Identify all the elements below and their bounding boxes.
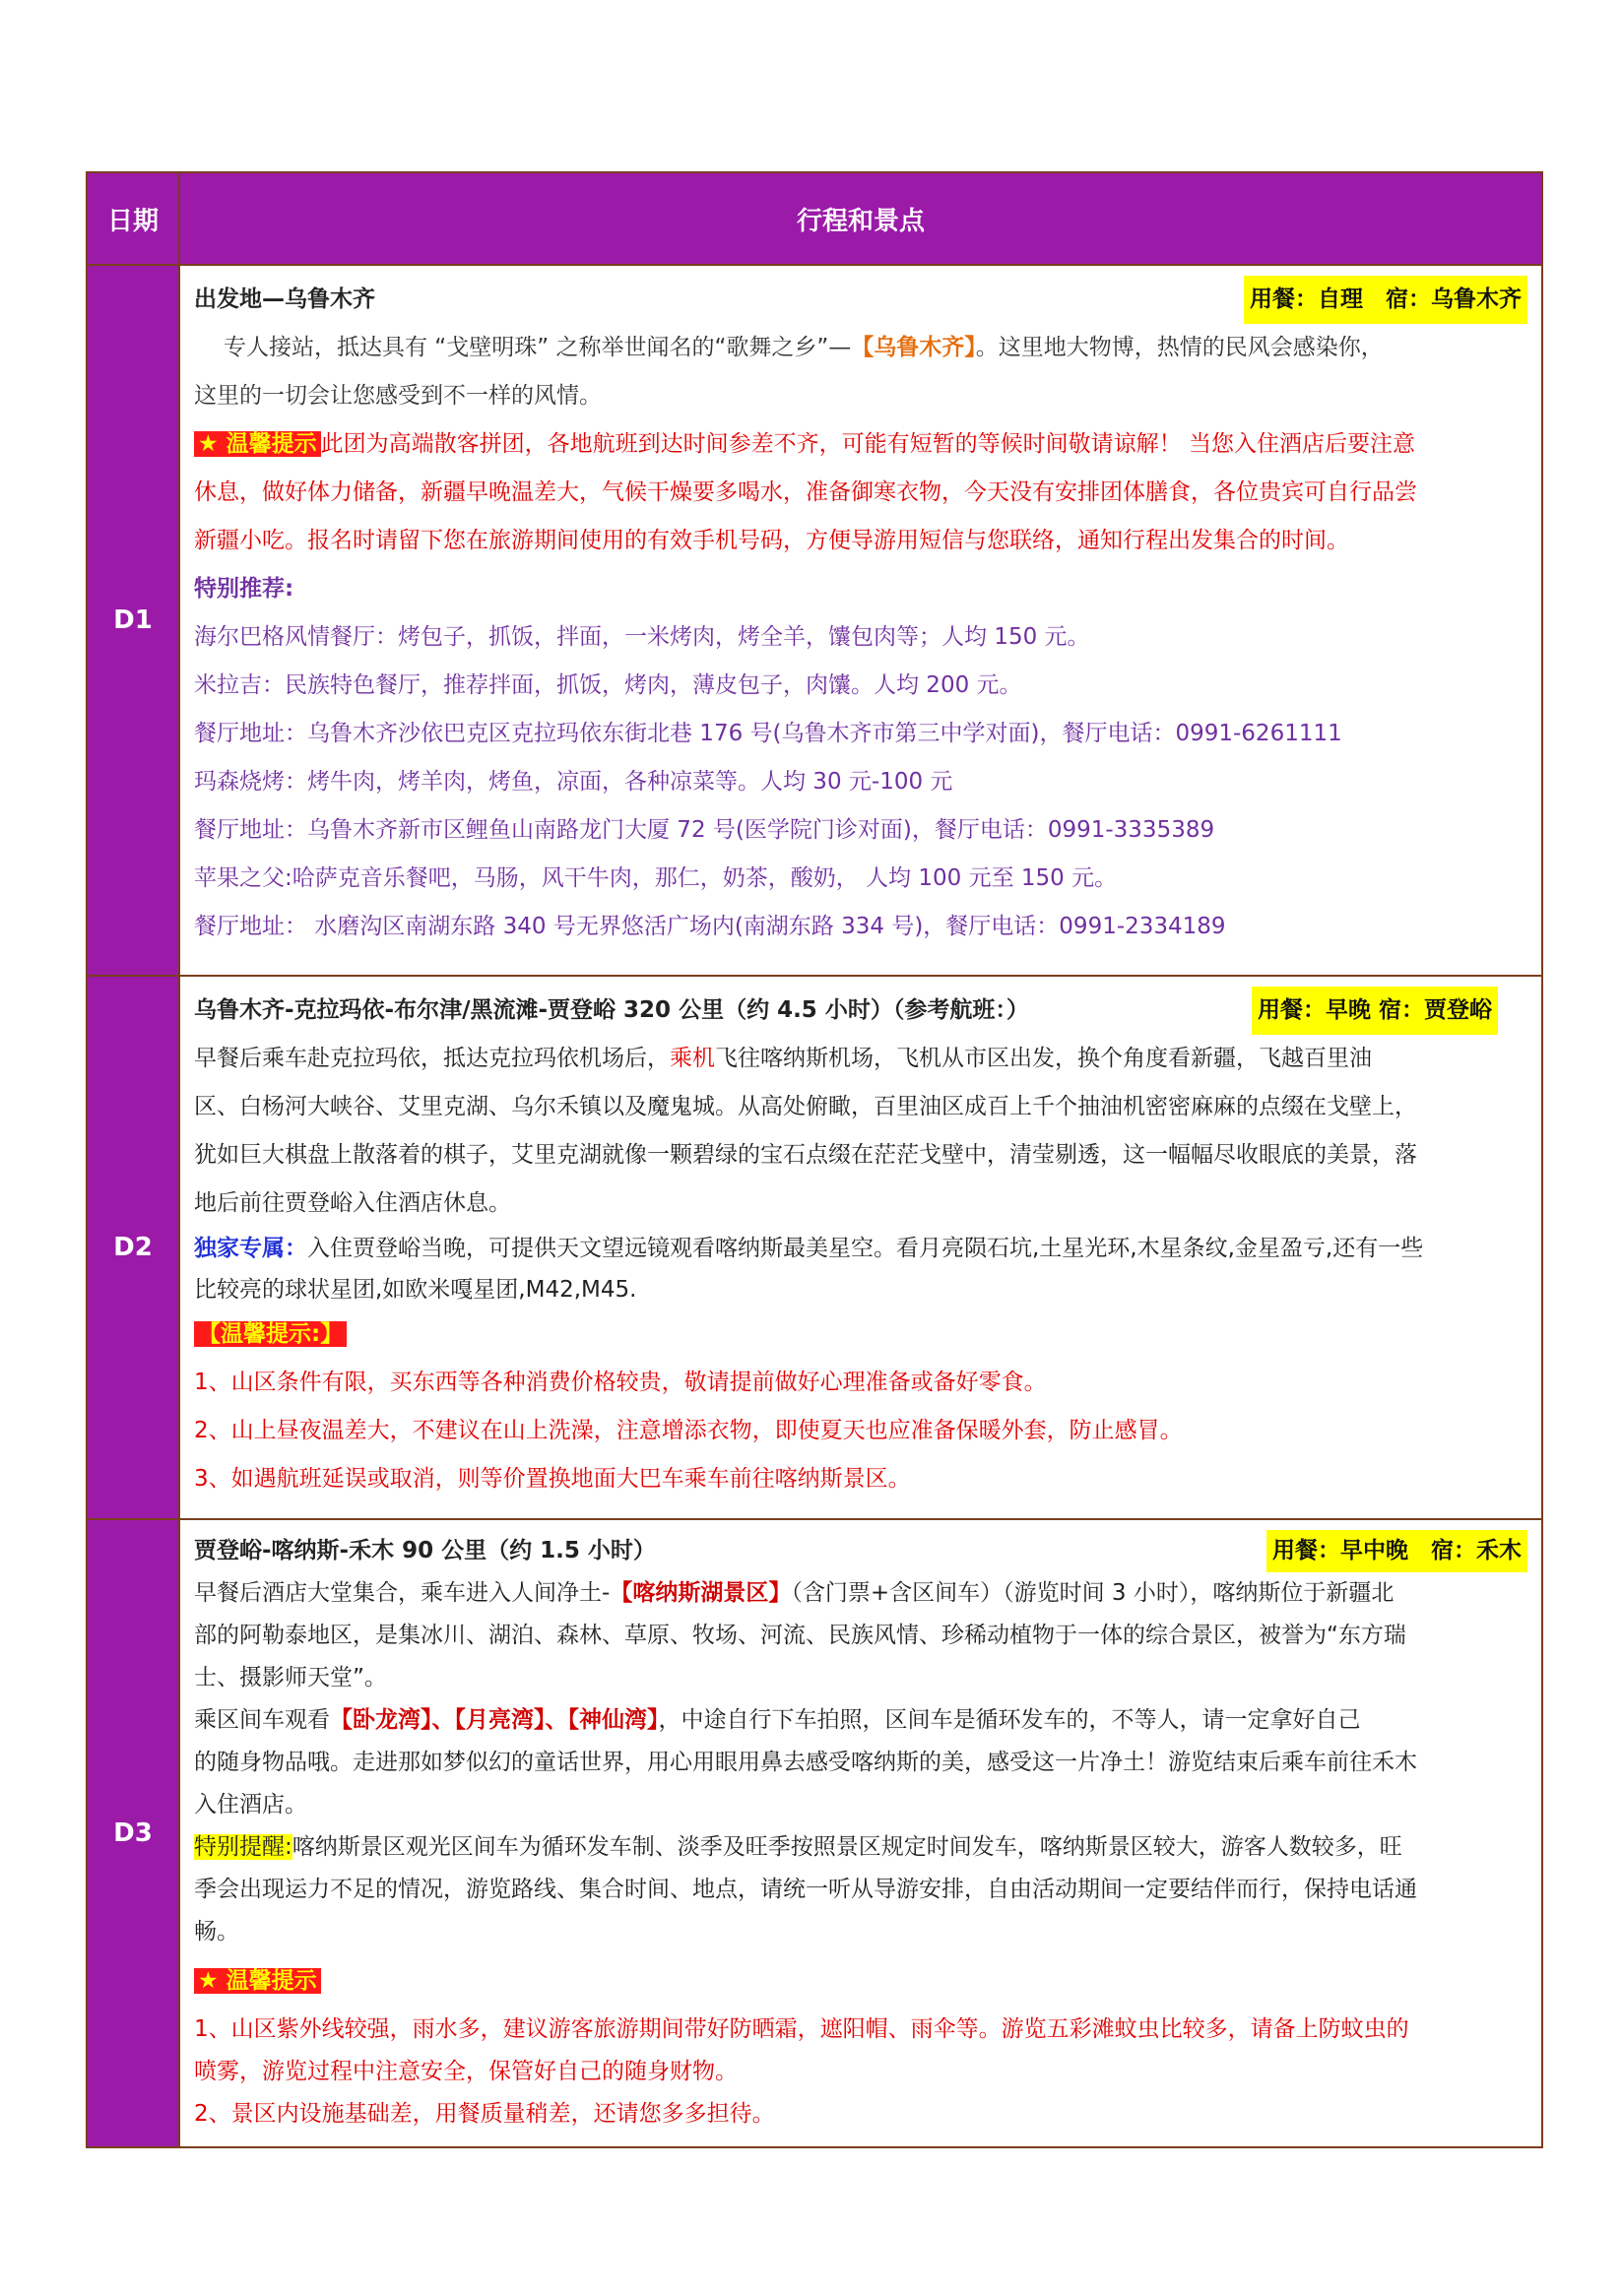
itinerary-table [86, 171, 1543, 2148]
paragraph-line: 部的阿勒泰地区，是集冰川、湖泊、森林、草原、牧场、河流、民族风情、珍稀动植物于一体的综合景区，被誉为“东方瑞 [194, 1623, 1406, 1648]
meal-lodging-badge: 用餐：早晚 宿：贾登峪 [1252, 987, 1498, 1035]
day-row-d1 [87, 265, 1542, 976]
tip-label-line [194, 1953, 1527, 2009]
intro-line: 专人接站，抵达具有 “戈壁明珠” 之称举世闻名的“歌舞之乡”—【乌鲁木齐】。这里地大物博，热情的民风会感染你， [224, 335, 1384, 360]
meal-lodging-badge: 用餐：自理 宿：乌鲁木齐 [1244, 276, 1527, 324]
route-title [194, 987, 1527, 1035]
paragraph-line: 早餐后酒店大堂集合，乘车进入人间净土-【喀纳斯湖景区】（含门票+含区间车）（游览时间 3 小时），喀纳斯位于新疆北 [194, 1580, 1395, 1606]
exclusive-line: 独家专属：入住贾登峪当晚，可提供天文望远镜观看喀纳斯最美星空。看月亮陨石坑,土星光环,木星条纹,金星盈亏,还有一些 [194, 1236, 1424, 1261]
recommend-item: 餐厅地址：乌鲁木齐新市区鲤鱼山南路龙门大厦 72 号(医学院门诊对面)，餐厅电话：0991-3335389 [194, 817, 1215, 843]
tip-line-1: ★ 温馨提示 此团为高端散客拼团，各地航班到达时间参差不齐，可能有短暂的等候时间敬请谅解！ 当您入住酒店后要注意 [194, 420, 1527, 469]
tip-label-line [194, 1310, 1527, 1359]
spot-highlight: 【喀纳斯湖景区】 [610, 1580, 792, 1606]
tip-item: 喷雾，游览过程中注意安全，保管好自己的随身财物。 [194, 2059, 738, 2084]
recommend-item: 餐厅地址： 水磨沟区南湖东路 340 号无界悠活广场内(南湖东路 334 号)，餐厅电话：0991-2334189 [194, 914, 1226, 939]
reminder-label: 特别提醒: [194, 1834, 292, 1860]
paragraph-line: 犹如巨大棋盘上散落着的棋子，艾里克湖就像一颗碧绿的宝石点缀在茫茫戈壁中，清莹剔透，这一幅幅尽收眼底的美景，落 [194, 1142, 1417, 1168]
tip-item: 3、如遇航班延误或取消，则等价置换地面大巴车乘车前往喀纳斯景区。 [194, 1466, 911, 1492]
tip-item: 1、山区紫外线较强，雨水多，建议游客旅游期间带好防晒霜，遮阳帽、雨伞等。游览五彩滩蚊虫比较多，请备上防蚊虫的 [194, 2016, 1409, 2042]
tip-item: 1、山区条件有限，买东西等各种消费价格较贵，敬请提前做好心理准备或备好零食。 [194, 1370, 1047, 1395]
flight-highlight: 乘机 [670, 1046, 715, 1071]
exclusive-label: 独家专属： [194, 1236, 307, 1261]
paragraph-line: 地后前往贾登峪入住酒店休息。 [194, 1190, 511, 1216]
recommend-item: 米拉吉：民族特色餐厅，推荐拌面，抓饭，烤肉，薄皮包子，肉馕。人均 200 元。 [194, 672, 1022, 698]
paragraph-line: 乘区间车观看【卧龙湾】、【月亮湾】、【神仙湾】，中途自行下车拍照，区间车是循环发车的，不等人，请一定拿好自己 [194, 1707, 1361, 1733]
reminder-line: 畅。 [194, 1919, 239, 1945]
route-title [194, 276, 1527, 324]
table-header-row [87, 172, 1542, 265]
route-name: 乌鲁木齐-克拉玛依-布尔津/黑流滩-贾登峪 320 公里（约 4.5 小时）（参考航班：） [194, 997, 1029, 1023]
day-label-d2: D2 [87, 976, 179, 1519]
paragraph-line: 入住酒店。 [194, 1792, 307, 1818]
exclusive-line-2: 比较亮的球状星团,如欧米嘎星团,M42,M45. [194, 1277, 637, 1303]
day-label-d1: D1 [87, 265, 179, 976]
reminder-line: 季会出现运力不足的情况，游览路线、集合时间、地点，请统一听从导游安排，自由活动期间一定要结伴而行，保持电话通 [194, 1877, 1417, 1902]
recommend-item: 苹果之父:哈萨克音乐餐吧，马肠，风干牛肉，那仁，奶茶，酸奶， 人均 100 元至 150 元。 [194, 865, 1118, 891]
reminder-line: 特别提醒:喀纳斯景区观光区间车为循环发车制、淡季及旺季按照景区规定时间发车，喀纳斯景区较大，游客人数较多，旺 [194, 1834, 1402, 1860]
day-label-d3: D3 [87, 1519, 179, 2147]
meal-lodging-badge: 用餐：早中晚 宿：禾木 [1266, 1530, 1527, 1572]
spot-highlight: 【卧龙湾】、【月亮湾】、【神仙湾】 [330, 1707, 659, 1733]
header-itinerary: 行程和景点 [179, 172, 1542, 265]
tip-item: 2、景区内设施基础差，用餐质量稍差，还请您多多担待。 [194, 2101, 775, 2127]
route-name: 贾登峪-喀纳斯-禾木 90 公里（约 1.5 小时） [194, 1538, 656, 1563]
tip-line-3: 新疆小吃。报名时请留下您在旅游期间使用的有效手机号码，方便导游用短信与您联络，通知行程出发集合的时间。 [194, 528, 1349, 553]
paragraph-line: 士、摄影师天堂”。 [194, 1665, 387, 1690]
day-row-d3 [87, 1519, 1542, 2147]
recommend-label: 特别推荐: [194, 576, 294, 602]
header-date: 日期 [87, 172, 179, 265]
tip-label: ★ 温馨提示 [194, 1968, 321, 1994]
city-highlight: 【乌鲁木齐】 [851, 335, 976, 360]
day-content-d1 [179, 265, 1542, 976]
tip-line-2: 休息，做好体力储备，新疆早晚温差大，气候干燥要多喝水，准备御寒衣物，今天没有安排团体膳食，各位贵宾可自行品尝 [194, 479, 1417, 505]
tip-label: 【温馨提示:】 [194, 1321, 347, 1347]
route-name: 出发地—乌鲁木齐 [194, 287, 375, 312]
day-content-d2 [179, 976, 1542, 1519]
recommend-item: 玛森烧烤：烤牛肉，烤羊肉，烤鱼，凉面，各种凉菜等。人均 30 元-100 元 [194, 769, 953, 795]
day-content-d3 [179, 1519, 1542, 2147]
day-row-d2 [87, 976, 1542, 1519]
intro-line-2: 这里的一切会让您感受到不一样的风情。 [194, 383, 602, 409]
paragraph-line: 的随身物品哦。走进那如梦似幻的童话世界，用心用眼用鼻去感受喀纳斯的美，感受这一片净土！游览结束后乘车前往禾木 [194, 1750, 1417, 1775]
recommend-item: 餐厅地址：乌鲁木齐沙依巴克区克拉玛依东街北巷 176 号(乌鲁木齐市第三中学对面)，餐厅电话：0991-6261111 [194, 721, 1342, 746]
paragraph-line: 区、白杨河大峡谷、艾里克湖、乌尔禾镇以及魔鬼城。从高处俯瞰，百里油区成百上千个抽油机密密麻麻的点缀在戈壁上， [194, 1094, 1417, 1119]
tip-item: 2、山上昼夜温差大，不建议在山上洗澡，注意增添衣物，即使夏天也应准备保暖外套，防止感冒。 [194, 1418, 1183, 1443]
recommend-item: 海尔巴格风情餐厅：烤包子，抓饭，拌面，一米烤肉，烤全羊，馕包肉等；人均 150 元。 [194, 624, 1090, 650]
paragraph-line: 早餐后乘车赴克拉玛依，抵达克拉玛依机场后，乘机飞往喀纳斯机场，飞机从市区出发，换个角度看新疆，飞越百里油 [194, 1046, 1372, 1071]
tip-label: ★ 温馨提示 [194, 431, 321, 457]
route-title [194, 1530, 1527, 1572]
